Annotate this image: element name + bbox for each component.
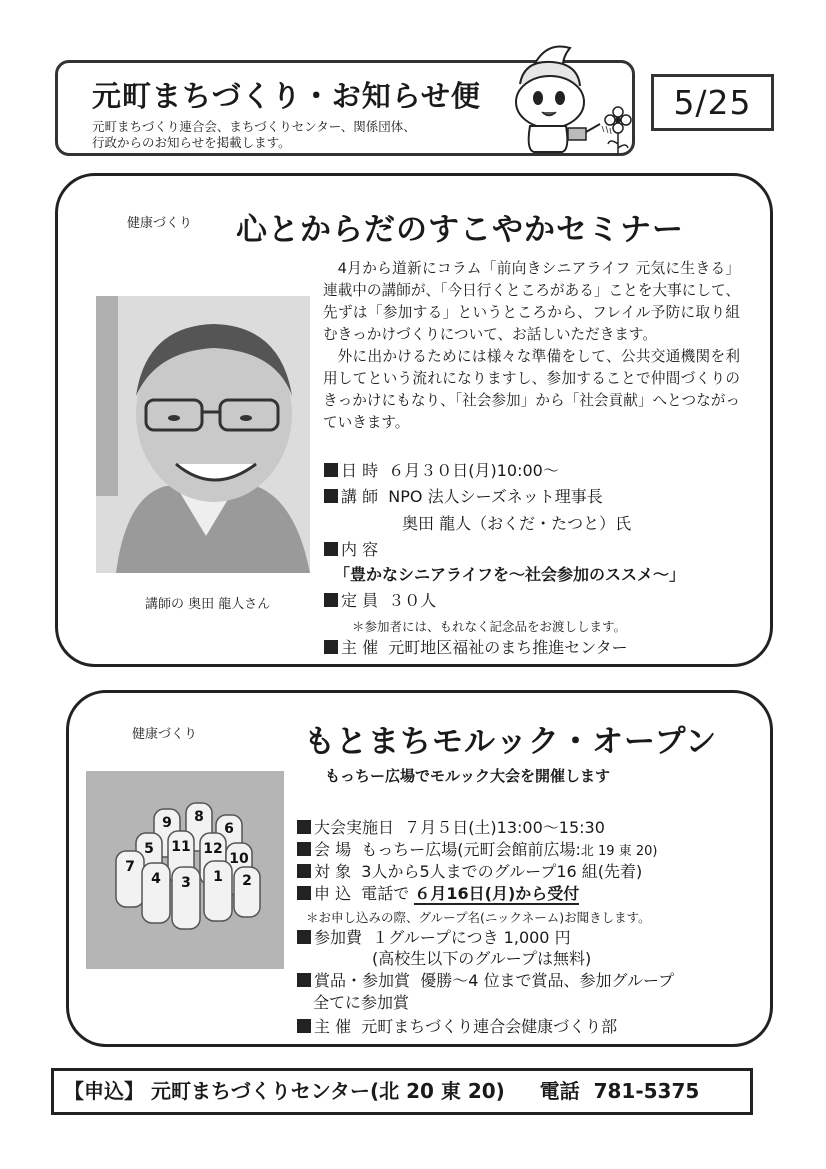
- header-subtitle-line1: 元町まちづくり連合会、まちづくりセンター、関係団体、: [92, 119, 416, 134]
- bullet-square-icon: [297, 820, 311, 834]
- issue-date: 5/25: [651, 74, 774, 131]
- header-subtitle-line2: 行政からのお知らせを掲載します。: [92, 135, 291, 150]
- molkky-fee-label: 参加費: [314, 928, 363, 947]
- seminar-lecturer-row: [324, 486, 603, 508]
- seminar-title: 心とからだのすこやかセミナー: [236, 212, 684, 248]
- seminar-paragraph-2: 外に出かけるためには様々な準備をして、公共交通機関を利用してという流れになりますし、参加することで仲間づくりのきっかけにもなり、「社会参加」から「社会貢献」へとつながっていきます。: [323, 348, 740, 431]
- molkky-venue-label: 会 場: [314, 840, 352, 859]
- seminar-content-label: 内 容: [341, 540, 379, 559]
- molkky-apply-row: [297, 883, 579, 905]
- pin-number: 9: [162, 815, 172, 831]
- header-subtitle: [92, 119, 416, 151]
- mascot-icon: [500, 40, 640, 158]
- lecturer-photo-caption: 講師の 奥田 龍人さん: [145, 597, 271, 612]
- molkky-target-value: 3人から5人までのグループ16 組(先着): [361, 862, 643, 881]
- seminar-lecturer-org: NPO 法人シーズネット理事長: [388, 487, 603, 506]
- seminar-capacity-value: ３０人: [388, 591, 437, 610]
- molkky-date-value: ７月５日(土)13:00～15:30: [404, 818, 605, 837]
- molkky-prize-row: [297, 970, 674, 992]
- molkky-prize-value-2: 全てに参加賞: [313, 993, 410, 1012]
- bullet-square-icon: [297, 930, 311, 944]
- bullet-square-icon: [324, 463, 338, 477]
- pin-number: 10: [229, 851, 249, 867]
- seminar-lecturer-label: 講 師: [341, 487, 379, 506]
- pin-number: 6: [224, 821, 234, 837]
- seminar-gift-note: ＊参加者には、もれなく記念品をお渡しします。: [352, 619, 627, 634]
- molkky-fee-value: １グループにつき 1,000 円: [372, 928, 571, 947]
- molkky-host-label: 主 催: [314, 1017, 352, 1036]
- molkky-target-row: [297, 861, 642, 883]
- seminar-capacity-label: 定 員: [341, 591, 379, 610]
- molkky-title: もとまちモルック・オープン: [304, 724, 718, 760]
- pin-number: 11: [171, 839, 191, 855]
- pin-number: 4: [151, 871, 161, 887]
- pin-number: 3: [181, 875, 191, 891]
- seminar-content-value: 「豊かなシニアライフを～社会参加のススメ～」: [334, 565, 686, 584]
- molkky-prize-value: 優勝～4 位まで賞品、参加グループ: [420, 971, 675, 990]
- molkky-subtitle: もっちー広場でモルック大会を開催します: [325, 767, 611, 785]
- bullet-square-icon: [297, 886, 311, 900]
- molkky-target-label: 対 象: [314, 862, 352, 881]
- seminar-lecturer-name: 奥田 龍人（おくだ・たつと）氏: [402, 514, 632, 533]
- pin-number: 7: [125, 859, 135, 875]
- molkky-apply-prefix: 電話で: [361, 884, 410, 903]
- seminar-paragraph-1: 4月から道新にコラム「前向きシニアライフ 元気に生きる」連載中の講師が、「今日行くところがある」ことを大事にして、先ずは「参加する」というところから、フレイル予防に取り組むきっかけづくりについて、お話しいただきます。: [323, 260, 740, 343]
- bullet-square-icon: [324, 640, 338, 654]
- pin-number: 2: [242, 873, 252, 889]
- molkky-date-row: [297, 817, 605, 839]
- footer-contact-box: [51, 1068, 753, 1115]
- bullet-square-icon: [324, 542, 338, 556]
- molkky-pins-icon: [86, 771, 284, 969]
- footer-place: 元町まちづくりセンター(北 20 東 20): [150, 1079, 505, 1103]
- molkky-fee-note: (高校生以下のグループは無料): [372, 949, 592, 968]
- bullet-square-icon: [324, 593, 338, 607]
- seminar-description: [323, 258, 740, 434]
- molkky-apply-note: ＊お申し込みの際、グループ名(ニックネーム)お聞きします。: [306, 910, 651, 925]
- molkky-host-value: 元町まちづくり連合会健康づくり部: [361, 1017, 618, 1036]
- lecturer-photo: [96, 296, 310, 573]
- molkky-prize-label: 賞品・参加賞: [314, 971, 411, 990]
- seminar-date-value: ６月３０日(月)10:00～: [388, 461, 559, 480]
- seminar-host-label: 主 催: [341, 638, 379, 657]
- pin-number: 8: [194, 809, 204, 825]
- lecturer-portrait-icon: [96, 296, 310, 573]
- seminar-date-row: [324, 460, 559, 482]
- molkky-host-row: [297, 1016, 617, 1038]
- seminar-content-row: [324, 539, 378, 561]
- seminar-host-value: 元町地区福祉のまち推進センター: [388, 638, 628, 657]
- footer-tel-label: 電話: [539, 1079, 580, 1103]
- molkky-venue-address: 北 19 東 20): [580, 844, 658, 859]
- bullet-square-icon: [297, 973, 311, 987]
- molkky-fee-row: [297, 927, 571, 949]
- pin-number: 1: [213, 869, 223, 885]
- page-title: 元町まちづくり・お知らせ便: [92, 79, 481, 113]
- molkky-pins-photo: [86, 771, 284, 969]
- footer-label: 【申込】: [64, 1079, 144, 1103]
- seminar-host-row: [324, 637, 628, 659]
- molkky-apply-label: 申 込: [314, 884, 352, 903]
- seminar-capacity-row: [324, 590, 436, 612]
- pin-number: 12: [203, 841, 223, 857]
- bullet-square-icon: [297, 842, 311, 856]
- seminar-category: 健康づくり: [127, 216, 193, 231]
- molkky-venue-value: もっちー広場(元町会館前広場:: [361, 840, 581, 859]
- seminar-date-label: 日 時: [341, 461, 379, 480]
- pin-number: 5: [144, 841, 154, 857]
- molkky-date-label: 大会実施日: [314, 818, 395, 837]
- bullet-square-icon: [297, 864, 311, 878]
- molkky-apply-value: ６月16日(月)から受付: [414, 884, 580, 903]
- molkky-category: 健康づくり: [132, 727, 198, 742]
- bullet-square-icon: [324, 489, 338, 503]
- bullet-square-icon: [297, 1019, 311, 1033]
- footer-tel: 781-5375: [593, 1079, 700, 1103]
- molkky-venue-row: [297, 839, 657, 863]
